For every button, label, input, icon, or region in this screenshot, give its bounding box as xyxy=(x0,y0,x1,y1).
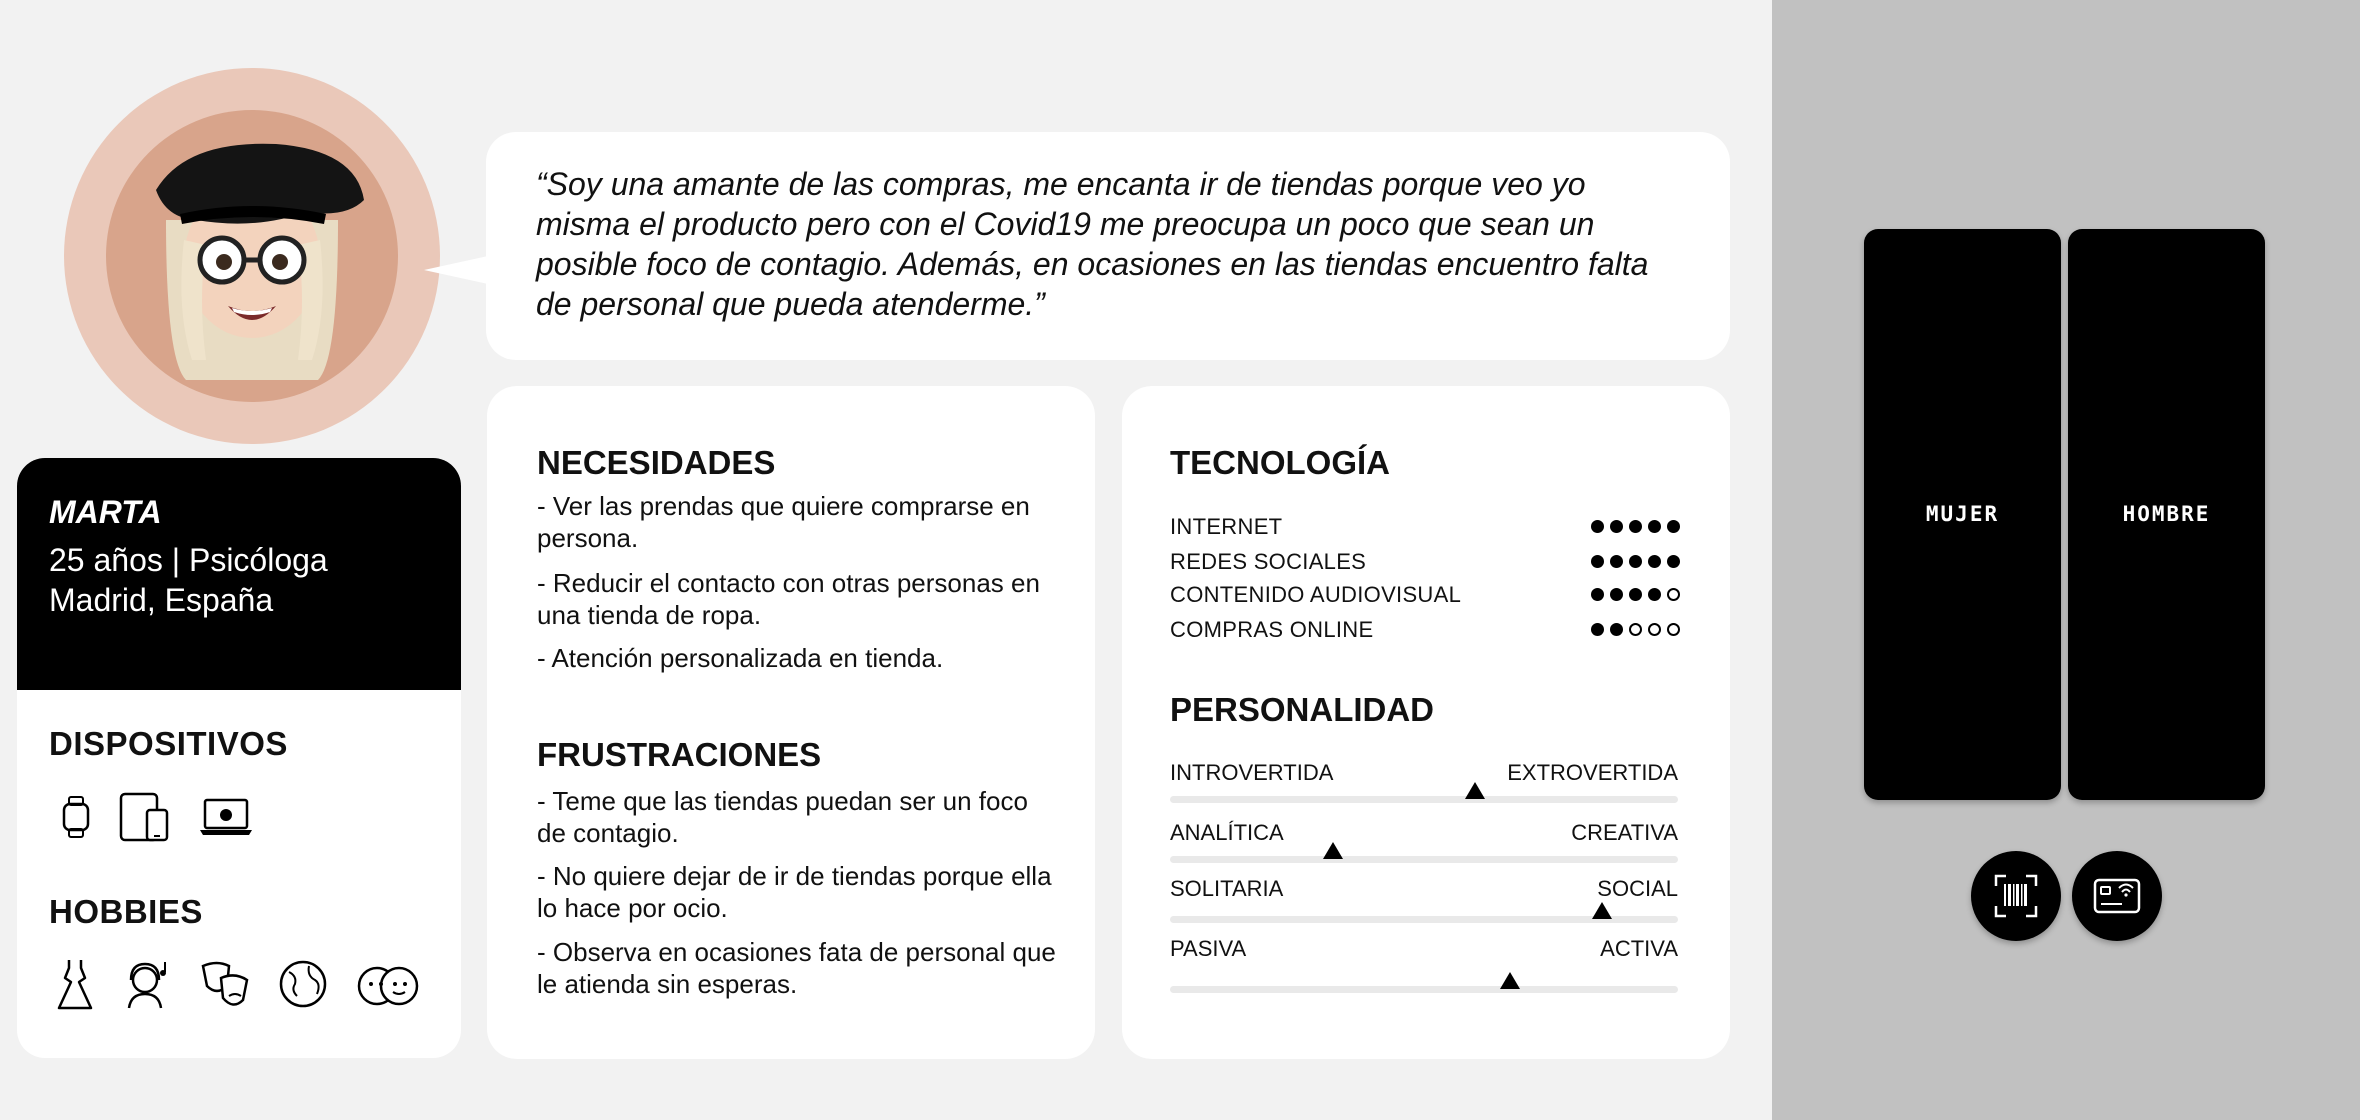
rating-dot-empty xyxy=(1667,623,1680,636)
tech-rating xyxy=(1591,555,1680,568)
memoji-illustration xyxy=(106,110,398,402)
slider-marker xyxy=(1465,782,1485,799)
scan-barcode-button[interactable] xyxy=(1971,851,2061,941)
needs-item: - Ver las prendas que quiere comprarse en persona. xyxy=(537,491,1030,553)
persona-location: Madrid, España xyxy=(49,582,274,618)
contactless-payment-button[interactable] xyxy=(2072,851,2162,941)
personality-slider xyxy=(1170,760,1678,824)
persona-age-occupation: 25 años | Psicóloga xyxy=(49,542,328,578)
personality-slider xyxy=(1170,936,1678,1000)
rating-dot-filled xyxy=(1629,555,1642,568)
globe-travel-icon xyxy=(277,958,329,1010)
hobbies-title: HOBBIES xyxy=(49,893,203,930)
rating-dot-empty xyxy=(1648,623,1661,636)
avatar-portrait xyxy=(106,110,398,402)
rating-dot-filled xyxy=(1610,555,1623,568)
frustrations-item: - No quiere dejar de ir de tiendas porque ella lo hace por ocio. xyxy=(537,861,1052,923)
rating-dot-filled xyxy=(1629,588,1642,601)
rating-dot-empty xyxy=(1667,588,1680,601)
rating-dot-filled xyxy=(1629,520,1642,533)
rating-dot-filled xyxy=(1610,588,1623,601)
slider-right-label: CREATIVA xyxy=(1571,820,1678,845)
rating-dot-filled xyxy=(1591,588,1604,601)
contactless-card-icon xyxy=(2092,876,2142,916)
tech-label: INTERNET xyxy=(1170,514,1283,539)
women-category-label: MUJER xyxy=(1925,502,2000,526)
profile-header xyxy=(17,458,461,690)
needs-item: - Atención personalizada en tienda. xyxy=(537,643,944,673)
needs-item: - Reducir el contacto con otras personas en una tienda de ropa. xyxy=(537,568,1040,630)
tech-row xyxy=(1170,582,1680,610)
slider-track xyxy=(1170,986,1678,993)
women-category-panel[interactable] xyxy=(1864,229,2061,800)
devices-icons xyxy=(61,792,253,842)
slider-left-label: PASIVA xyxy=(1170,936,1247,961)
persona-name: MARTA xyxy=(49,494,162,530)
rating-dot-filled xyxy=(1648,588,1661,601)
slider-marker xyxy=(1323,842,1343,859)
laptop-icon xyxy=(199,796,253,838)
avatar xyxy=(64,68,440,444)
slider-right-label: SOCIAL xyxy=(1597,876,1678,901)
children-icon xyxy=(355,958,421,1010)
theater-masks-icon xyxy=(199,958,251,1010)
tech-row xyxy=(1170,514,1680,542)
frustrations-item: - Observa en ocasiones fata de personal que le atienda sin esperas. xyxy=(537,937,1056,999)
tech-rating xyxy=(1591,623,1680,636)
tech-rating xyxy=(1591,588,1680,601)
rating-dot-filled xyxy=(1610,520,1623,533)
slider-left-label: ANALÍTICA xyxy=(1170,820,1284,845)
barcode-scan-icon xyxy=(1992,872,2040,920)
tablet-phone-icon xyxy=(119,792,171,842)
tech-label: CONTENIDO AUDIOVISUAL xyxy=(1170,582,1462,607)
slider-right-label: ACTIVA xyxy=(1600,936,1678,961)
rating-dot-empty xyxy=(1629,623,1642,636)
rating-dot-filled xyxy=(1610,623,1623,636)
hobbies-icons xyxy=(55,958,421,1010)
slider-left-label: INTROVERTIDA xyxy=(1170,760,1334,785)
rating-dot-filled xyxy=(1667,520,1680,533)
rating-dot-filled xyxy=(1648,555,1661,568)
technology-title: TECNOLOGÍA xyxy=(1170,444,1390,481)
rating-dot-filled xyxy=(1591,520,1604,533)
tech-row xyxy=(1170,549,1680,577)
needs-title: NECESIDADES xyxy=(537,444,776,481)
frustrations-title: FRUSTRACIONES xyxy=(537,736,822,773)
tech-label: REDES SOCIALES xyxy=(1170,549,1367,574)
slider-marker xyxy=(1500,972,1520,989)
tech-label: COMPRAS ONLINE xyxy=(1170,617,1374,642)
rating-dot-filled xyxy=(1591,623,1604,636)
frustrations-item: - Teme que las tiendas puedan ser un foco de contagio. xyxy=(537,786,1028,848)
slider-left-label: SOLITARIA xyxy=(1170,876,1284,901)
tech-row xyxy=(1170,617,1680,645)
persona-quote: “Soy una amante de las compras, me encanta ir de tiendas porque veo yo misma el producto pero con el Covid19 me preocupa un poco que sean un posible foco de contagio. Además, en ocasiones en las tiendas encuentro falta de personal que pueda atenderme.” xyxy=(536,166,1649,322)
men-category-panel[interactable] xyxy=(2068,229,2265,800)
personality-slider xyxy=(1170,876,1678,940)
devices-title: DISPOSITIVOS xyxy=(49,725,288,762)
technology-personality-card xyxy=(1122,386,1730,1059)
slider-track xyxy=(1170,796,1678,803)
men-category-label: HOMBRE xyxy=(2122,502,2211,526)
slider-marker xyxy=(1592,902,1612,919)
profile-card xyxy=(17,458,461,1058)
rating-dot-filled xyxy=(1648,520,1661,533)
needs-frustrations-card xyxy=(487,386,1095,1059)
app-mockup-area xyxy=(1772,0,2360,1120)
quote-bubble xyxy=(486,132,1730,360)
tech-rating xyxy=(1591,520,1680,533)
slider-track xyxy=(1170,856,1678,863)
personality-title: PERSONALIDAD xyxy=(1170,691,1435,728)
personality-slider xyxy=(1170,820,1678,884)
speech-bubble-tail xyxy=(424,256,488,284)
rating-dot-filled xyxy=(1667,555,1680,568)
smartwatch-icon xyxy=(61,795,91,839)
dress-icon xyxy=(55,958,95,1010)
rating-dot-filled xyxy=(1591,555,1604,568)
slider-right-label: EXTROVERTIDA xyxy=(1507,760,1678,785)
music-listener-icon xyxy=(121,958,173,1010)
